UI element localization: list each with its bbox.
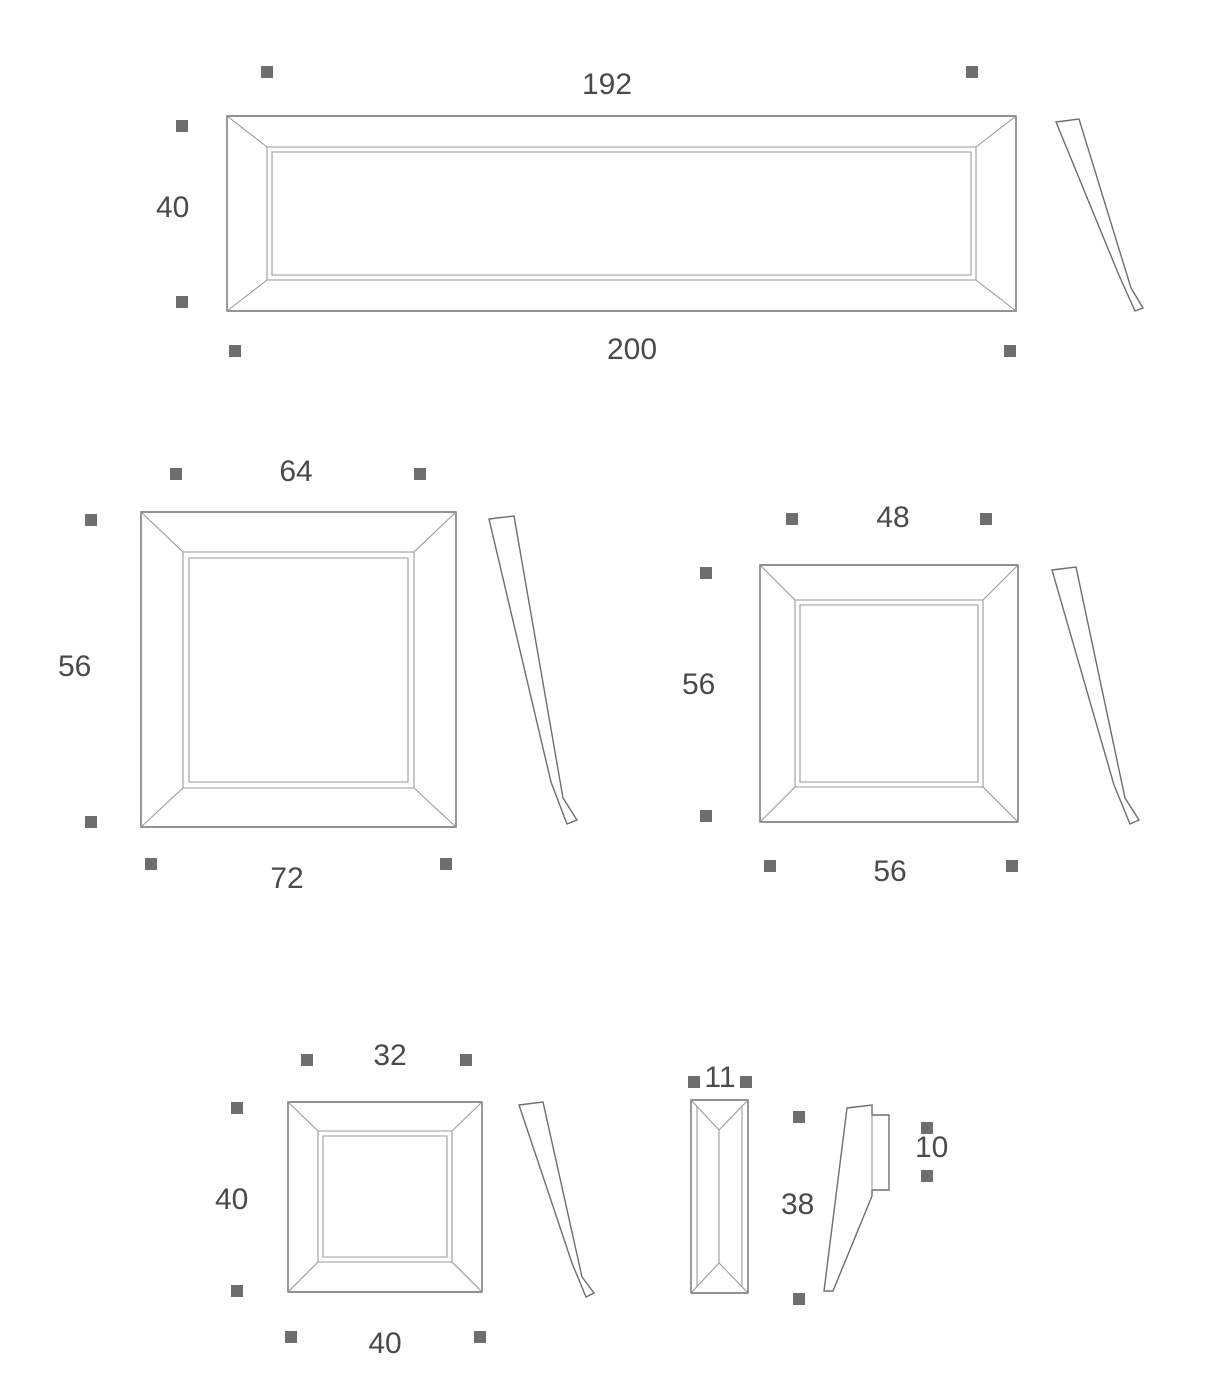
- dimension-label-40-left-2: 40: [215, 1183, 249, 1216]
- dimension-label-10: 10: [915, 1131, 949, 1164]
- dimension-label-56-bottom: 56: [873, 855, 907, 888]
- frame-192x40-shape: [227, 116, 1016, 311]
- dimension-label-38: 38: [781, 1188, 815, 1221]
- frame-32x40-profile: [519, 1102, 594, 1297]
- frame-64x56-handles: [85, 468, 452, 870]
- frame-192x40-profile: [1056, 119, 1143, 311]
- dimension-label-32: 32: [373, 1039, 407, 1072]
- dimension-label-40-bottom: 40: [368, 1327, 402, 1360]
- frame-48x56-handles: [700, 513, 1018, 872]
- frame-11x38-shape: [691, 1100, 748, 1293]
- frame-192x40-handles: [176, 66, 1016, 357]
- frame-48x56-profile: [1052, 567, 1139, 824]
- frame-64x56-profile: [489, 516, 577, 824]
- dimension-label-48: 48: [876, 501, 910, 534]
- dimension-label-64: 64: [279, 455, 313, 488]
- dimension-label-11: 11: [704, 1061, 736, 1094]
- profile-detail-handles: [793, 1111, 933, 1182]
- dimension-label-56-left: 56: [58, 650, 92, 683]
- frame-48x56-shape: [760, 565, 1018, 822]
- dimension-label-72: 72: [270, 862, 304, 895]
- profile-detail-shape: [824, 1105, 889, 1291]
- frame-32x40-shape: [288, 1102, 482, 1292]
- frame-32x40-handles: [231, 1054, 486, 1343]
- dimension-label-40-left: 40: [156, 191, 190, 224]
- dimension-label-200: 200: [606, 333, 658, 366]
- dimension-label-56-left-2: 56: [682, 668, 716, 701]
- dimension-label-192: 192: [581, 68, 633, 101]
- frame-64x56-shape: [141, 512, 456, 827]
